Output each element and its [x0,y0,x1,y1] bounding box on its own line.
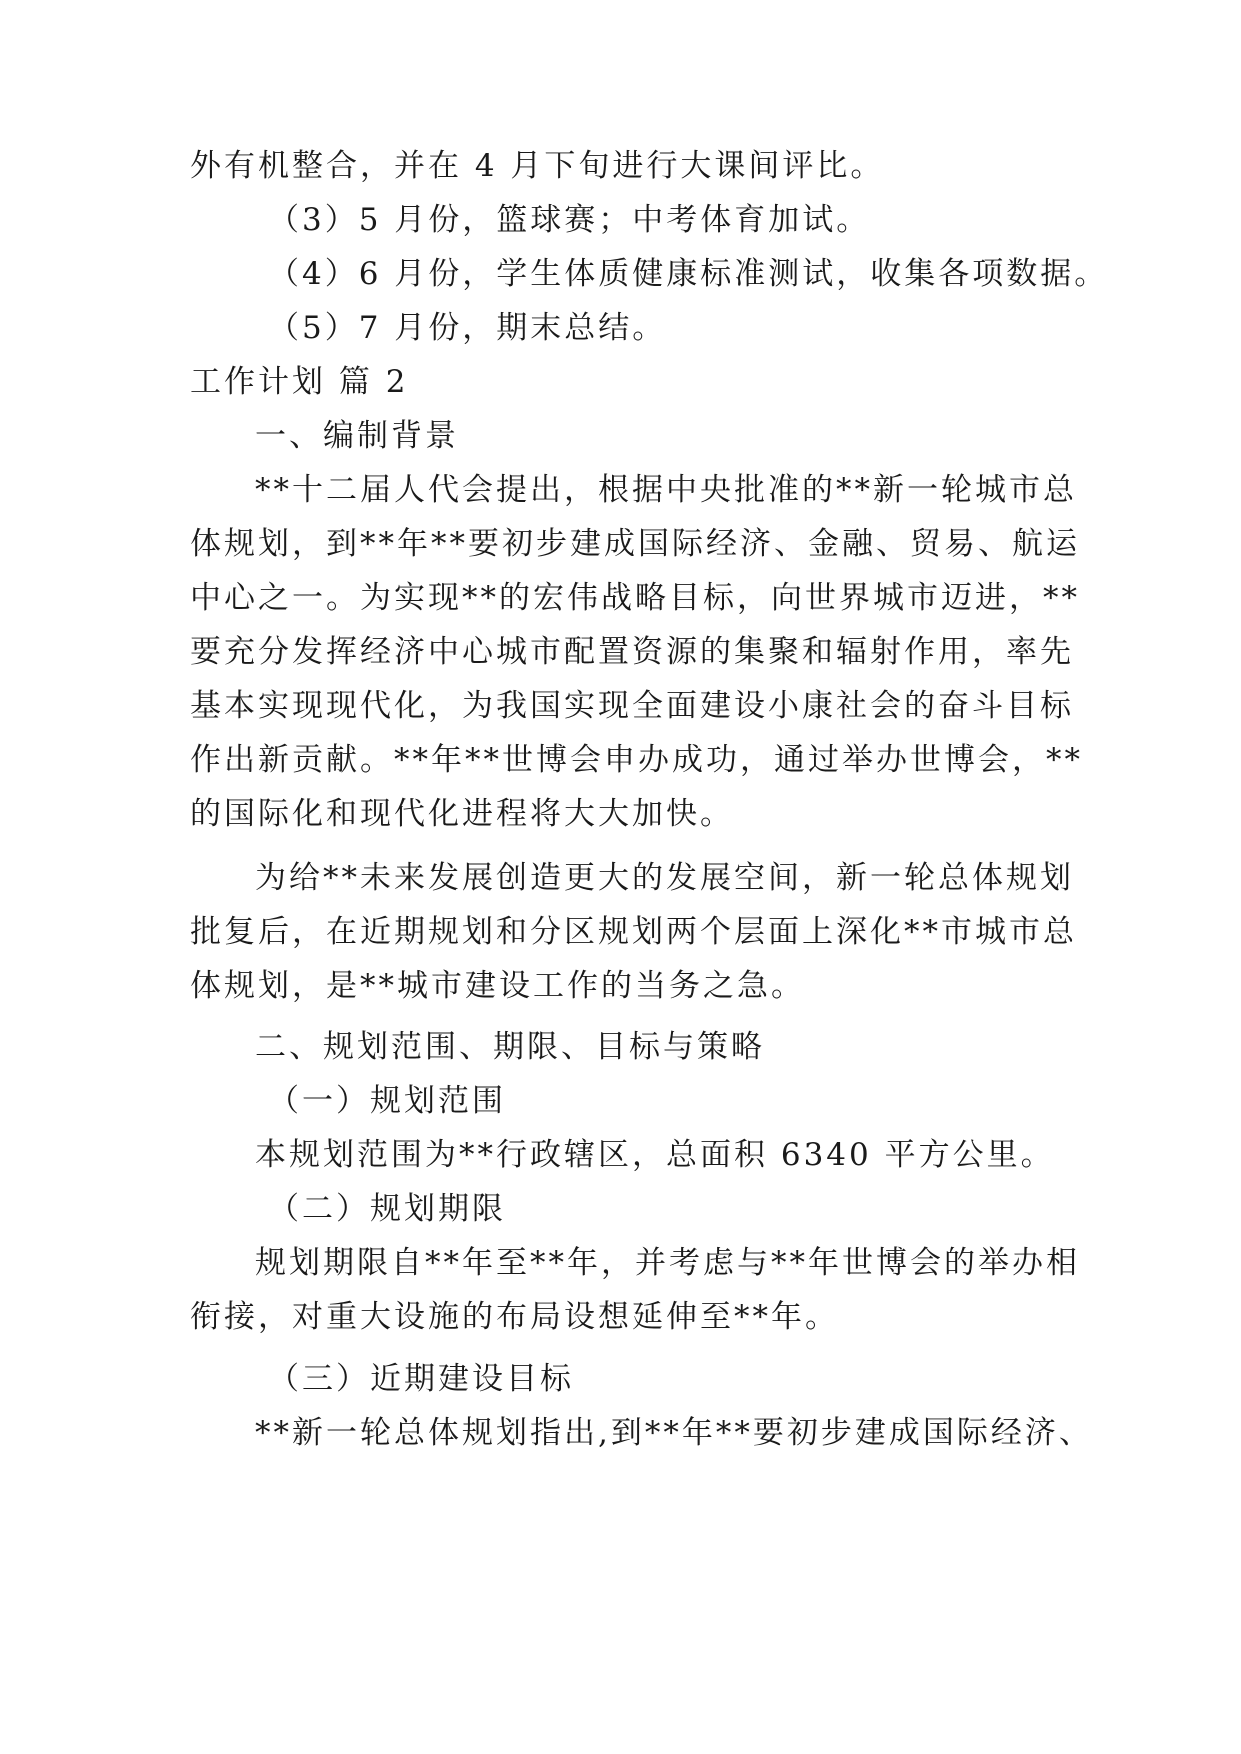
paragraph-line: 的国际化和现代化进程将大大加快。 [190,796,734,832]
paragraph-line: 批复后，在近期规划和分区规划两个层面上深化**市城市总 [190,914,1077,950]
paragraph-line: 规划期限自**年至**年，并考虑与**年世博会的举办相 [255,1245,1080,1281]
paragraph-line: 要充分发挥经济中心城市配置资源的集聚和辐射作用，率先 [190,634,1074,670]
text-line: （5）7 月份，期末总结。 [268,310,667,346]
text-line: （3）5 月份，篮球赛；中考体育加试。 [268,202,871,238]
paragraph-line: 衔接，对重大设施的布局设想延伸至**年。 [190,1299,839,1335]
section-heading: 工作计划 篇 2 [190,364,409,400]
paragraph-line: 作出新贡献。**年**世博会申办成功，通过举办世博会，** [190,742,1083,778]
text-line: 外有机整合，并在 4 月下旬进行大课间评比。 [190,148,885,184]
paragraph-line: **十二届人代会提出，根据中央批准的**新一轮城市总 [255,472,1077,508]
subheading: 二、规划范围、期限、目标与策略 [255,1029,765,1065]
subheading: （一）规划范围 [268,1083,506,1119]
subheading: 一、编制背景 [255,418,459,454]
subheading: （二）规划期限 [268,1191,506,1227]
paragraph-line: 体规划，是**城市建设工作的当务之急。 [190,968,805,1004]
text-line: （4）6 月份，学生体质健康标准测试，收集各项数据。 [268,256,1109,292]
paragraph-line: 体规划，到**年**要初步建成国际经济、金融、贸易、航运 [190,526,1080,562]
paragraph-line: 中心之一。为实现**的宏伟战略目标，向世界城市迈进，** [190,580,1080,616]
paragraph-line: 基本实现现代化，为我国实现全面建设小康社会的奋斗目标 [190,688,1074,724]
paragraph-line: 本规划范围为**行政辖区，总面积 6340 平方公里。 [255,1137,1055,1173]
paragraph-line: **新一轮总体规划指出,到**年**要初步建成国际经济、 [255,1415,1093,1451]
subheading: （三）近期建设目标 [268,1361,574,1397]
paragraph-line: 为给**未来发展创造更大的发展空间，新一轮总体规划 [255,860,1074,896]
